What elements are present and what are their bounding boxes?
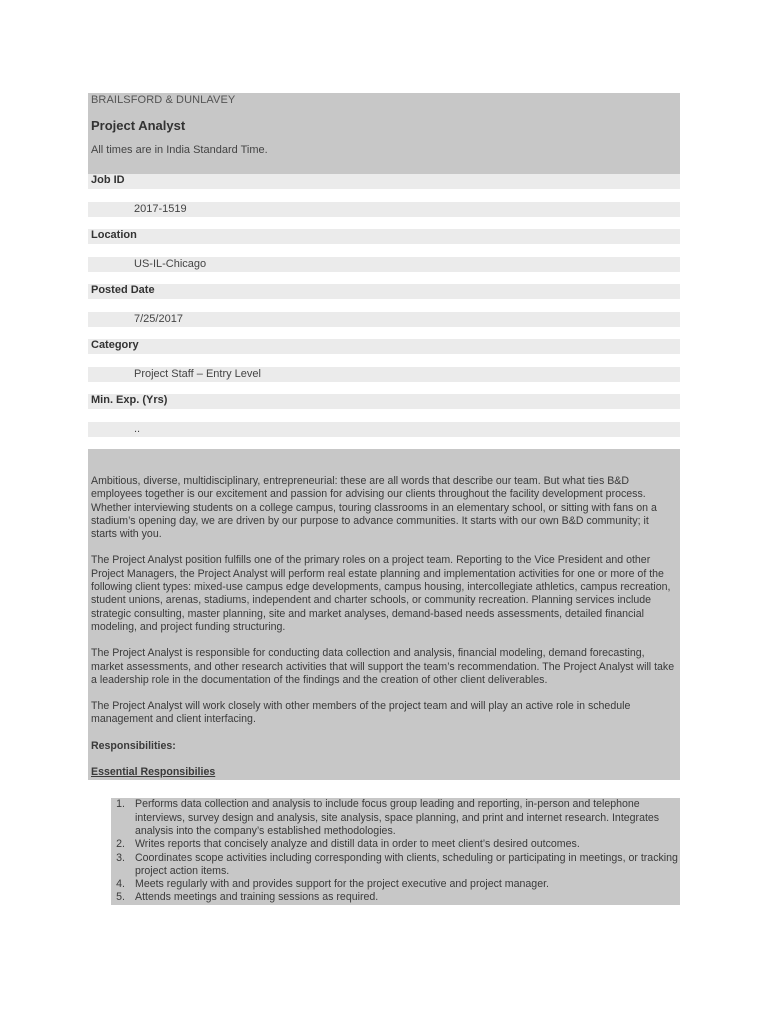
field-label: Min. Exp. (Yrs) xyxy=(88,394,680,409)
list-item-text: Attends meetings and training sessions as required. xyxy=(135,891,379,904)
list-item-number: 3. xyxy=(116,851,125,864)
list-item-text: Meets regularly with and provides support for the project executive and project manager. xyxy=(135,878,549,891)
responsibilities-list xyxy=(111,798,680,904)
field-value: 7/25/2017 xyxy=(88,312,680,327)
responsibilities-heading: Responsibilities: xyxy=(91,739,176,752)
field-value: .. xyxy=(88,422,680,437)
field-posted-date xyxy=(88,284,680,339)
list-item xyxy=(111,852,680,879)
list-item-number: 5. xyxy=(116,891,125,904)
list-item-number: 4. xyxy=(116,878,125,891)
field-value: 2017-1519 xyxy=(88,202,680,217)
list-item-text: Coordinates scope activities including corresponding with clients, scheduling or participating in meetings, or tracking project action items. xyxy=(135,851,678,877)
description-paragraph: The Project Analyst will work closely with other members of the project team and will play an active role in schedule management and client interfacing. xyxy=(91,700,631,726)
essential-responsibilities-heading: Essential Responsibilies xyxy=(91,766,216,779)
field-value: Project Staff – Entry Level xyxy=(88,367,680,382)
description-paragraph: The Project Analyst position fulfills one of the primary roles on a project team. Reporting to the Vice President and other Project Managers, the Project Analyst will perform real estate planning and implementation activities for one or more of the following client types: mixed-use campus edge developments, campus housing, intercollegiate athletics, campus recreation, student unions, arenas, stadiums, independent and charter schools, or community recreation. Planning services include strategic consulting, master planning, site and market analyses, demand-based needs assessments, detailed financial modeling, and project funding structuring. xyxy=(91,554,671,633)
list-item-text: Performs data collection and analysis to include focus group leading and reporting, in-person and telephone interviews, survey design and analysis, site analysis, space planning, and print and internet research. Integrates analysis into the company’s established methodologies. xyxy=(135,798,660,837)
list-item-number: 2. xyxy=(116,838,125,851)
list-item-number: 1. xyxy=(116,798,125,811)
responsibilities-section xyxy=(88,780,680,904)
field-label: Location xyxy=(88,229,680,244)
list-item xyxy=(111,891,680,904)
job-title: Project Analyst xyxy=(91,118,186,133)
list-item xyxy=(111,838,680,851)
timezone-note: All times are in India Standard Time. xyxy=(91,144,268,156)
company-name: BRAILSFORD & DUNLAVEY xyxy=(91,94,236,106)
list-item xyxy=(111,878,680,891)
job-description xyxy=(88,449,680,780)
description-paragraph: Ambitious, diverse, multidisciplinary, entrepreneurial: these are all words that describe our team. But what ties B&D employees together is our excitement and passion for advising our clients throughout the facility development process. Whether interviewing students on a college campus, touring classrooms in an elementary school, or sitting with fans on a stadium’s opening day, we are driven by our purpose to advance communities. It starts with our own B&D community; it starts with you. xyxy=(91,475,657,541)
job-posting xyxy=(88,93,680,905)
field-min-experience xyxy=(88,394,680,449)
list-item-text: Writes reports that concisely analyze and distill data in order to meet client’s desired outcomes. xyxy=(135,838,580,851)
field-label: Posted Date xyxy=(88,284,680,299)
posting-header xyxy=(88,93,680,174)
field-label: Job ID xyxy=(88,174,680,189)
description-paragraph: The Project Analyst is responsible for conducting data collection and analysis, financial modeling, demand forecasting, market assessments, and other research activities that will support the team’s recommendation. The Project Analyst will take a leadership role in the documentation of the findings and the creation of other client deliverables. xyxy=(91,647,675,686)
field-category xyxy=(88,339,680,394)
field-job-id xyxy=(88,174,680,229)
field-location xyxy=(88,229,680,284)
field-label: Category xyxy=(88,339,680,354)
field-value: US-IL-Chicago xyxy=(88,257,680,272)
list-item xyxy=(111,798,680,838)
